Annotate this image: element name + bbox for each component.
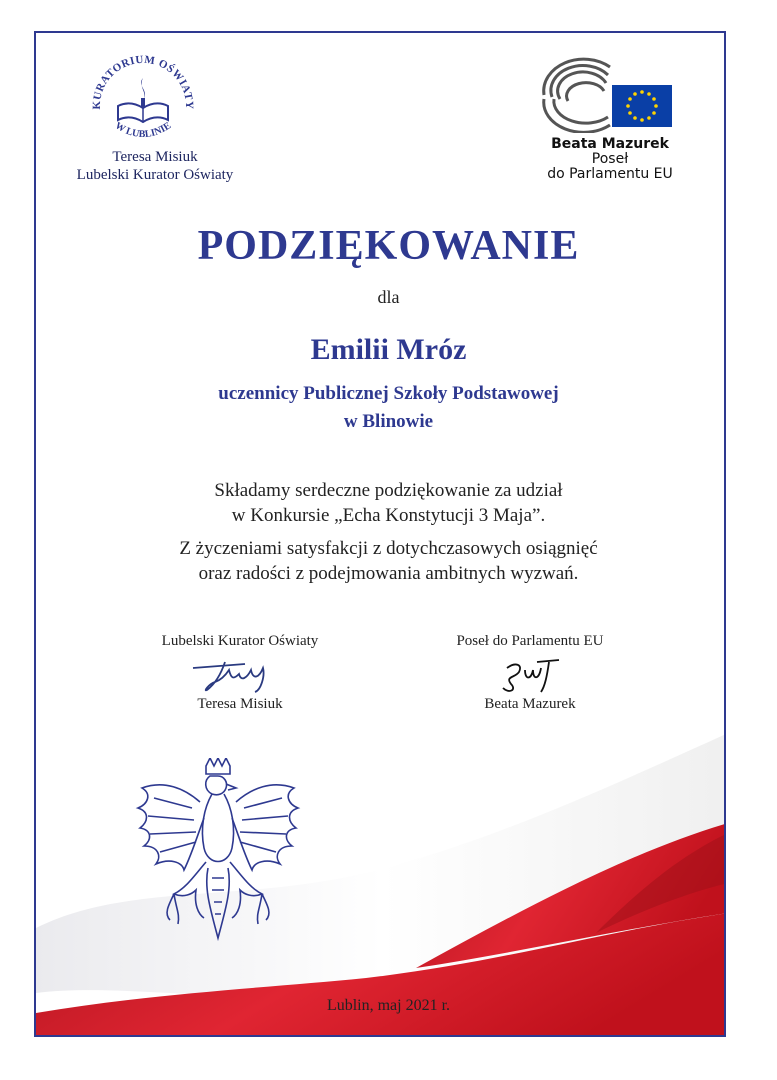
issuer-right-header	[520, 137, 700, 182]
signature-right-role: Poseł do Parlamentu EU	[456, 633, 604, 649]
signature-block-right	[420, 633, 640, 713]
body-line-4: oraz radości z podejmowania ambitnych wyzwań.	[198, 563, 579, 584]
issuer-right-name: Beata Mazurek	[551, 136, 669, 152]
issuer-right-role-line2: do Parlamentu EU	[547, 166, 673, 182]
polish-eagle-emblem	[134, 758, 302, 948]
signature-left-name: Teresa Misiuk	[197, 696, 283, 712]
certificate-title: PODZIĘKOWANIE	[197, 223, 580, 269]
signature-left-role: Lubelski Kurator Oświaty	[161, 633, 319, 649]
recipient-school	[0, 380, 777, 436]
place-and-date: Lublin, maj 2021 r.	[326, 997, 451, 1014]
for-label: dla	[377, 287, 400, 307]
handwritten-signature-right	[475, 654, 585, 696]
handwritten-signature-left	[185, 654, 295, 696]
svg-text:KURATORIUM OŚWIATY: KURATORIUM OŚWIATY	[90, 53, 196, 110]
kuratorium-logo	[78, 50, 208, 146]
svg-text:W LUBLINIE: W LUBLINIE	[112, 120, 174, 141]
body-line-1: Składamy serdeczne podziękowanie za udział	[214, 480, 563, 501]
issuer-left-header	[60, 148, 250, 184]
european-parliament-logo	[540, 55, 674, 133]
issuer-left-role: Lubelski Kurator Oświaty	[76, 167, 234, 183]
recipient-name: Emilii Mróz	[310, 333, 467, 366]
signature-block-left	[130, 633, 350, 713]
certificate-body	[0, 478, 777, 594]
school-line-1: uczennicy Publicznej Szkoły Podstawowej	[218, 383, 559, 404]
body-line-2: w Konkursie „Echa Konstytucji 3 Maja”.	[231, 505, 546, 526]
body-line-3: Z życzeniami satysfakcji z dotychczasowych osiągnięć	[179, 538, 598, 559]
issuer-left-name: Teresa Misiuk	[112, 149, 198, 165]
issuer-right-role-line1: Poseł	[591, 151, 629, 167]
school-line-2: w Blinowie	[343, 411, 434, 432]
signature-right-name: Beata Mazurek	[484, 696, 576, 712]
